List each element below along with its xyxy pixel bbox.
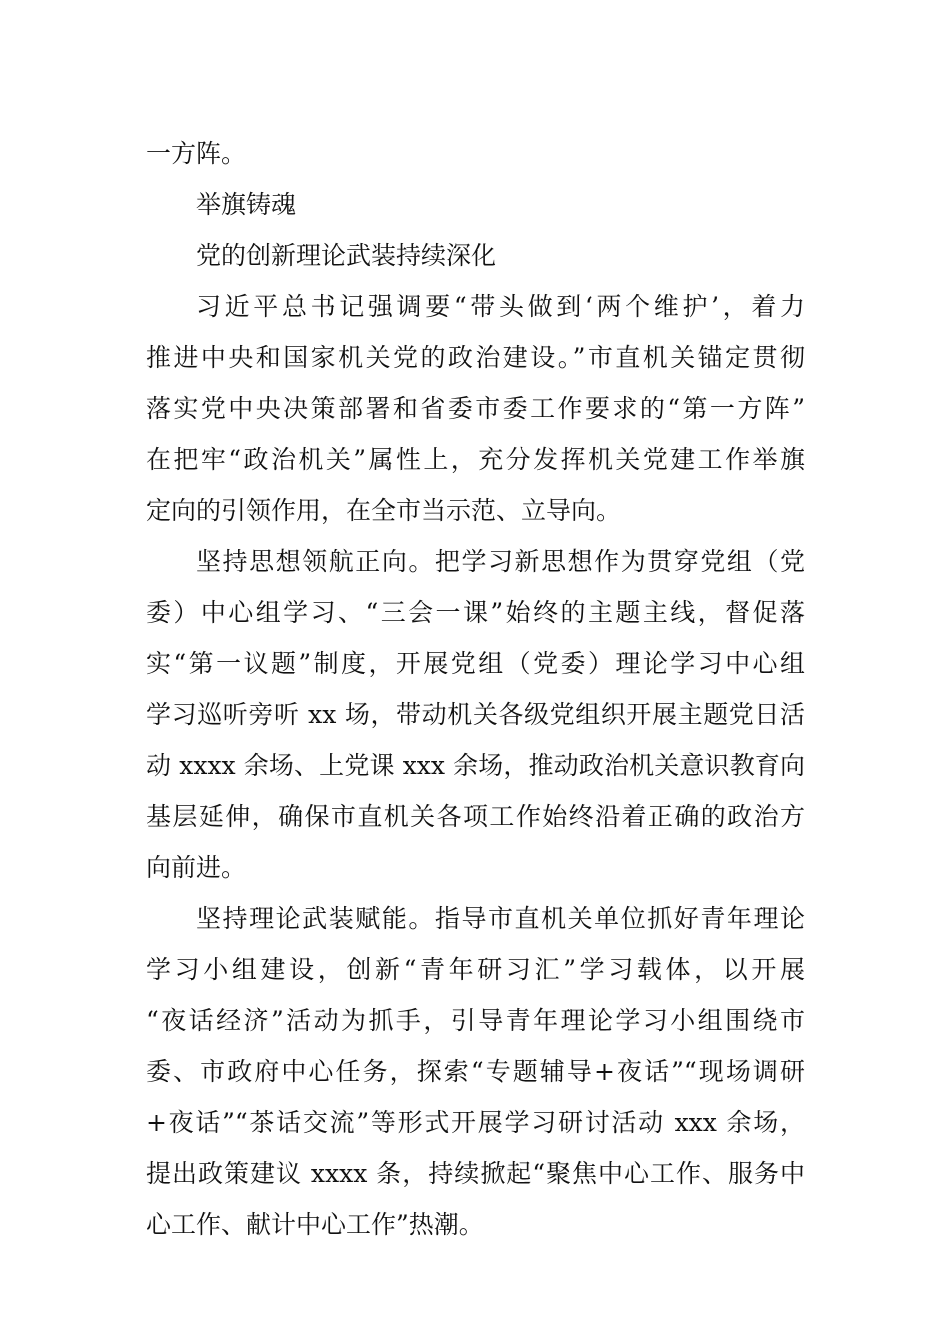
paragraph-line: 落实党中央决策部署和省委市委工作要求的“第一方阵” [146,394,805,423]
paragraph-line: 坚持理论武装赋能。指导市直机关单位抓好青年理论 [196,904,805,933]
section-title: 举旗铸魂 [196,190,297,219]
continuation-line: 一方阵。 [146,139,247,168]
paragraph-line: “夜话经济”活动为抓手，引导青年理论学习小组围绕市 [146,1006,805,1035]
paragraph-line: 向前进。 [146,853,247,882]
paragraph-line: +夜话”“茶话交流”等形式开展学习研讨活动 xxx 余场， [146,1108,805,1137]
paragraph-line: 实“第一议题”制度，开展党组（党委）理论学习中心组 [146,649,805,678]
paragraph-line: 学习小组建设，创新“青年研习汇”学习载体，以开展 [146,955,805,984]
paragraph-line: 学习巡听旁听 xx 场，带动机关各级党组织开展主题党日活 [146,700,805,729]
document-page [146,128,805,1250]
paragraph-line: 提出政策建议 xxxx 条，持续掀起“聚焦中心工作、服务中 [146,1159,805,1188]
section-subtitle: 党的创新理论武装持续深化 [196,241,497,270]
paragraph-line: 定向的引领作用，在全市当示范、立导向。 [146,496,622,525]
paragraph-3 [146,893,805,1250]
paragraph-line: 动 xxxx 余场、上党课 xxx 余场，推动政治机关意识教育向 [146,751,805,780]
paragraph-line: 委、市政府中心任务，探索“专题辅导+夜话”“现场调研 [146,1057,805,1086]
paragraph-line: 习近平总书记强调要“带头做到‘两个维护’，着力 [196,292,805,321]
paragraph-2 [146,536,805,893]
paragraph-line: 坚持思想领航正向。把学习新思想作为贯穿党组（党 [196,547,805,576]
paragraph-line: 基层延伸，确保市直机关各项工作始终沿着正确的政治方 [146,802,805,831]
paragraph-1 [146,281,805,536]
paragraph-line: 推进中央和国家机关党的政治建设。”市直机关锚定贯彻 [146,343,805,372]
paragraph-line: 心工作、献计中心工作”热潮。 [146,1210,484,1239]
paragraph-line: 委）中心组学习、“三会一课”始终的主题主线，督促落 [146,598,805,627]
paragraph-line: 在把牢“政治机关”属性上，充分发挥机关党建工作举旗 [146,445,805,474]
